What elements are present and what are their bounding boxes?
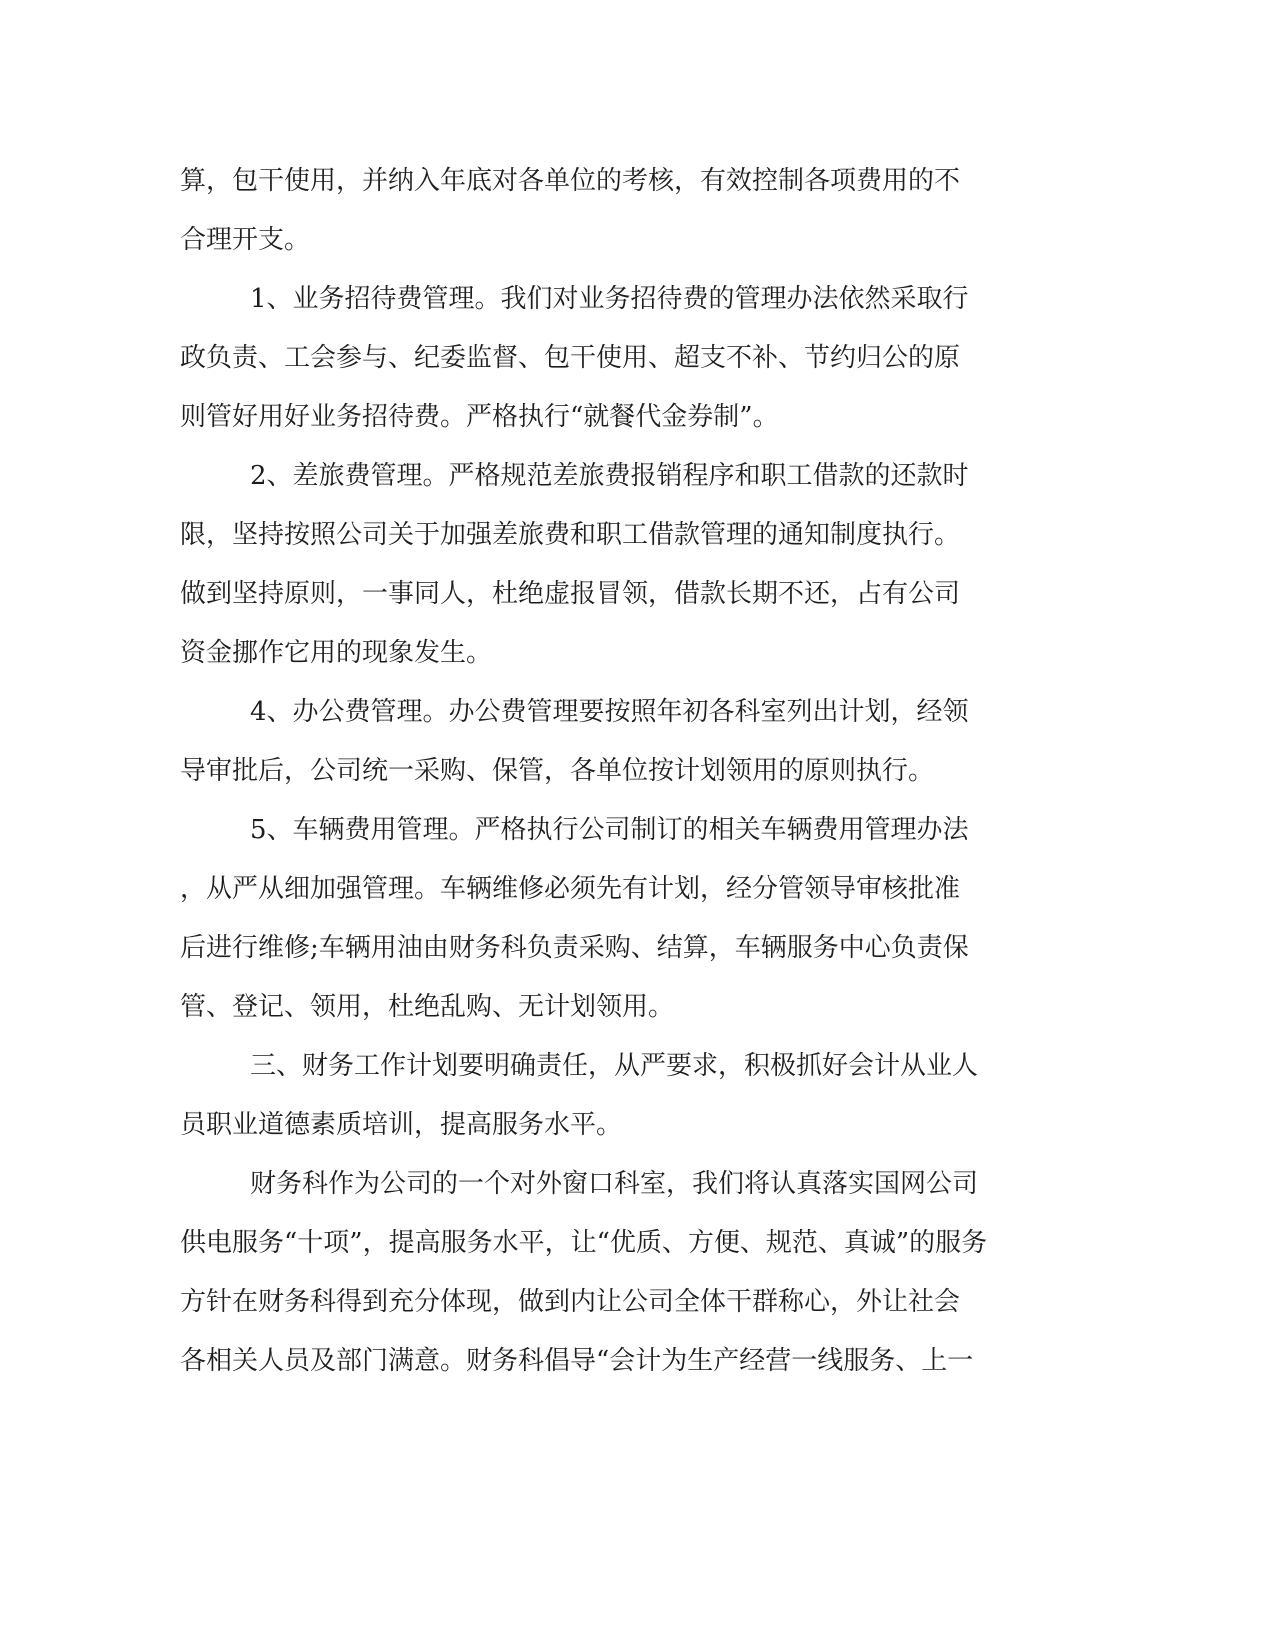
text-line: 5、车辆费用管理。严格执行公司制订的相关车辆费用管理办法 xyxy=(250,815,969,845)
text-line: 4、办公费管理。办公费管理要按照年初各科室列出计划，经领 xyxy=(250,697,969,727)
text-line: 财务科作为公司的一个对外窗口科室，我们将认真落实国网公司 xyxy=(250,1169,979,1199)
text-line: 方针在财务科得到充分体现，做到内让公司全体干群称心，外让社会 xyxy=(180,1287,961,1317)
text-line: 政负责、工会参与、纪委监督、包干使用、超支不补、节约归公的原 xyxy=(180,343,961,373)
text-line: 则管好用好业务招待费。严格执行“就餐代金券制”。 xyxy=(180,402,779,432)
text-line: 算，包干使用，并纳入年底对各单位的考核，有效控制各项费用的不 xyxy=(180,166,961,196)
text-line: 后进行维修;车辆用油由财务科负责采购、结算，车辆服务中心负责保 xyxy=(180,933,969,963)
text-line: 导审批后，公司统一采购、保管，各单位按计划领用的原则执行。 xyxy=(180,756,935,786)
text-line: ，从严从细加强管理。车辆维修必须先有计划，经分管领导审核批准 xyxy=(180,874,961,904)
text-line: 管、登记、领用，杜绝乱购、无计划领用。 xyxy=(180,992,675,1022)
text-line: 限，坚持按照公司关于加强差旅费和职工借款管理的通知制度执行。 xyxy=(180,520,961,550)
text-line: 三、财务工作计划要明确责任，从严要求，积极抓好会计从业人 xyxy=(250,1051,979,1081)
text-line: 2、差旅费管理。严格规范差旅费报销程序和职工借款的还款时 xyxy=(250,461,969,491)
text-line: 1、业务招待费管理。我们对业务招待费的管理办法依然采取行 xyxy=(250,284,969,314)
text-line: 做到坚持原则，一事同人，杜绝虚报冒领，借款长期不还，占有公司 xyxy=(180,579,961,609)
text-line: 合理开支。 xyxy=(180,225,311,255)
text-line: 各相关人员及部门满意。财务科倡导“会计为生产经营一线服务、上一 xyxy=(180,1346,974,1376)
text-line: 员职业道德素质培训，提高服务水平。 xyxy=(180,1110,623,1140)
text-line: 供电服务“十项”，提高服务水平，让“优质、方便、规范、真诚”的服务 xyxy=(180,1228,988,1258)
text-line: 资金挪作它用的现象发生。 xyxy=(180,638,493,668)
